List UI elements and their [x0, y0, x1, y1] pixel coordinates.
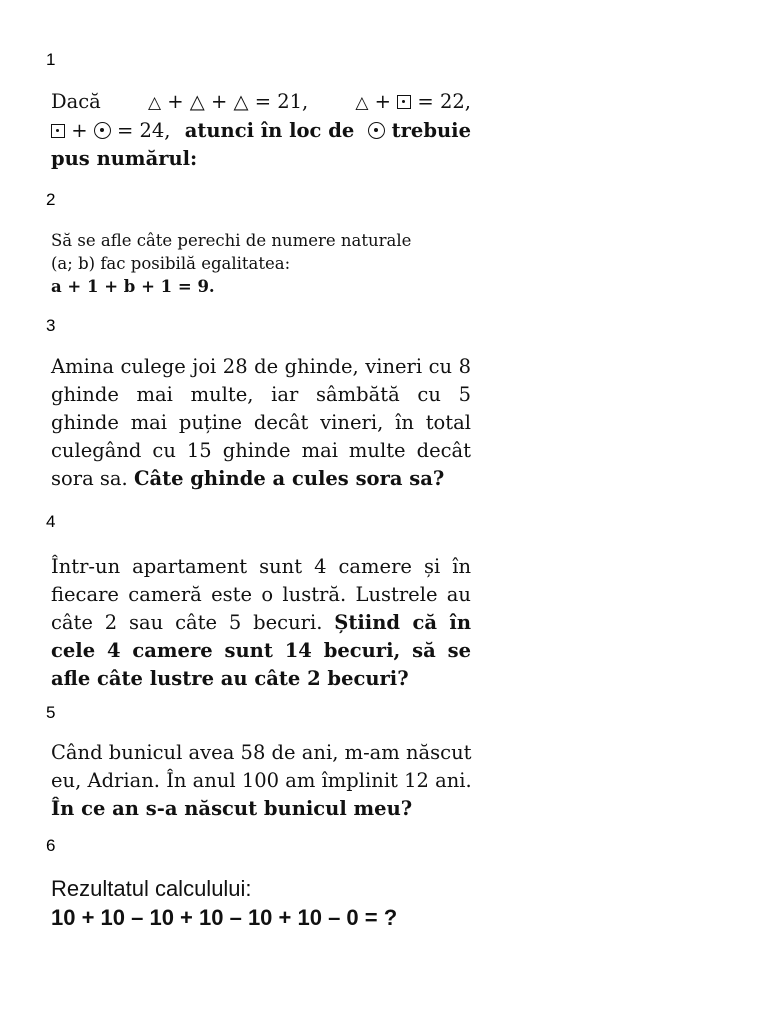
problem-2-line-1: Să se afle câte perechi de numere naturale [51, 231, 412, 250]
problem-4-question: Știind că în cele 4 camere sunt 14 becuri, să se afle câte lustre au câte 2 becuri? [51, 611, 472, 690]
triangle-icon: △ [147, 93, 162, 113]
problem-6 [51, 874, 397, 932]
square-dot-icon [51, 124, 65, 138]
problem-number-1: 1 [46, 50, 56, 69]
problem-5 [51, 739, 472, 823]
problem-3-question: Câte ghinde a cules sora sa? [133, 467, 445, 490]
problem-1-lead: Dacă [51, 90, 101, 113]
problem-1-line-1: Dacă △ + △ + △ = 21, △ + = 22, [51, 88, 471, 117]
problem-number-4: 4 [46, 512, 56, 531]
circle-dot-icon [94, 122, 111, 139]
circle-dot-icon [368, 122, 385, 139]
problem-5-line-2: eu, Adrian. În anul 100 am împlinit 12 ani. [51, 769, 472, 792]
problem-number-6: 6 [46, 836, 56, 855]
problem-5-line-1: Când bunicul avea 58 de ani, m-am născut [51, 741, 472, 764]
problem-1-line-2: + = 24, atunci în loc de trebuie [51, 117, 471, 145]
problem-1 [51, 88, 471, 173]
problem-number-3: 3 [46, 316, 56, 335]
problem-number-2: 2 [46, 190, 56, 209]
problem-3-text: Amina culege joi 28 de ghinde, vineri cu 8 ghinde mai multe, iar sâmbătă cu 5 ghinde mai puține decât vineri, în total culegând cu 15 ghinde mai multe decât sora sa. [51, 355, 471, 490]
problem-1-equation-1: + △ + △ = 21, [167, 90, 309, 113]
problem-2 [51, 229, 411, 298]
problem-6-line-1: Rezultatul calculului: [51, 876, 252, 901]
problem-1-line-3: pus numărul: [51, 147, 198, 170]
square-dot-icon [397, 95, 411, 109]
triangle-icon: △ [355, 93, 369, 113]
problem-2-line-2: (a; b) fac posibilă egalitatea: [51, 254, 291, 273]
problem-3 [51, 353, 471, 493]
problem-number-5: 5 [46, 703, 56, 722]
problem-4 [51, 553, 471, 693]
problem-6-equation: 10 + 10 – 10 + 10 – 10 + 10 – 0 = ? [51, 905, 398, 930]
problem-4-text: Într-un apartament sunt 4 camere și în fiecare cameră este o lustră. Lustrele au câte 2 sau câte 5 becuri. [51, 555, 471, 634]
problem-2-equation: a + 1 + b + 1 = 9. [51, 277, 215, 296]
problem-5-question: În ce an s-a născut bunicul meu? [51, 797, 413, 820]
